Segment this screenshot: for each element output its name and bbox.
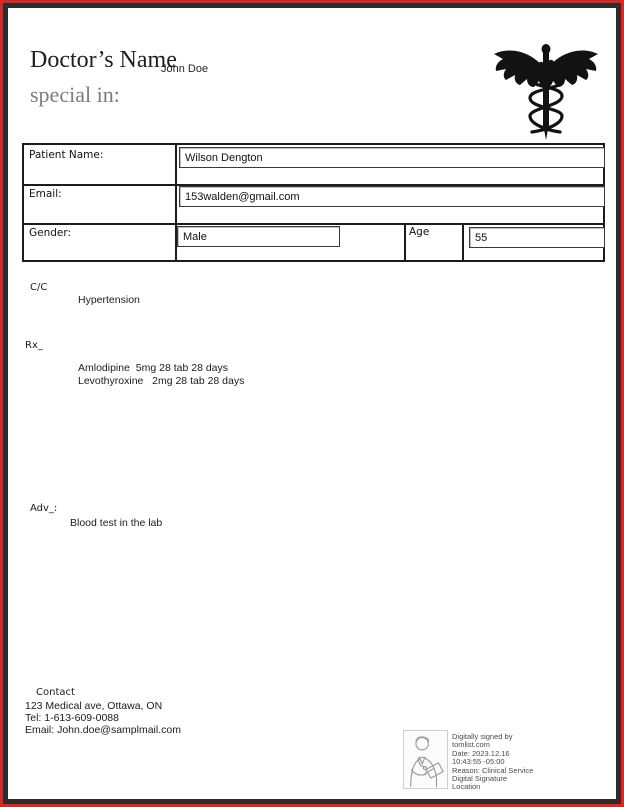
patient-name-input[interactable] bbox=[179, 147, 605, 168]
contact-heading: Contact bbox=[36, 687, 75, 698]
contact-address: 123 Medical ave, Ottawa, ON bbox=[25, 700, 163, 712]
patient-name-label: Patient Name: bbox=[29, 149, 104, 161]
signature-line: 10:43:55 -05:00 bbox=[452, 757, 505, 767]
email-input[interactable] bbox=[179, 186, 605, 207]
signature-line: Date: 2023.12.16 bbox=[452, 748, 510, 758]
specialty-label: special in: bbox=[30, 82, 120, 107]
rx-label: Rx_ bbox=[25, 340, 43, 351]
digital-signature-text bbox=[452, 733, 582, 792]
signature-line: Reason: Clinical Service bbox=[452, 765, 534, 775]
page-title: Doctor’s Name bbox=[30, 47, 177, 73]
email-label: Email: bbox=[29, 188, 62, 200]
rx-item: Amlodipine 5mg 28 tab 28 days bbox=[78, 362, 229, 374]
caduceus-icon bbox=[490, 42, 602, 144]
signature-line: tomlist.com bbox=[452, 740, 490, 750]
advice-label: Adv_: bbox=[30, 503, 58, 514]
signature-stamp-box bbox=[403, 730, 448, 789]
signature-line: Location bbox=[452, 782, 481, 792]
gender-label: Gender: bbox=[29, 227, 72, 239]
gender-input[interactable] bbox=[177, 226, 340, 247]
chief-complaint-value: Hypertension bbox=[78, 294, 140, 306]
contact-email: Email: John.doe@samplmail.com bbox=[25, 724, 181, 736]
age-input[interactable] bbox=[469, 227, 605, 248]
rx-item: Levothyroxine 2mg 28 tab 28 days bbox=[78, 375, 245, 387]
table-row-divider bbox=[24, 223, 603, 225]
table-column-divider bbox=[404, 225, 406, 260]
signature-line: Digital Signature bbox=[452, 774, 508, 784]
signature-line: Digitally signed by bbox=[452, 732, 513, 741]
contact-phone: Tel: 1-613-609-0088 bbox=[25, 712, 119, 724]
table-column-divider bbox=[462, 225, 464, 260]
advice-value: Blood test in the lab bbox=[70, 517, 163, 529]
doctor-illustration-icon bbox=[404, 731, 447, 788]
chief-complaint-label: C/C bbox=[30, 282, 48, 293]
age-label: Age bbox=[409, 226, 430, 238]
doctor-name-text: John Doe bbox=[161, 63, 209, 75]
